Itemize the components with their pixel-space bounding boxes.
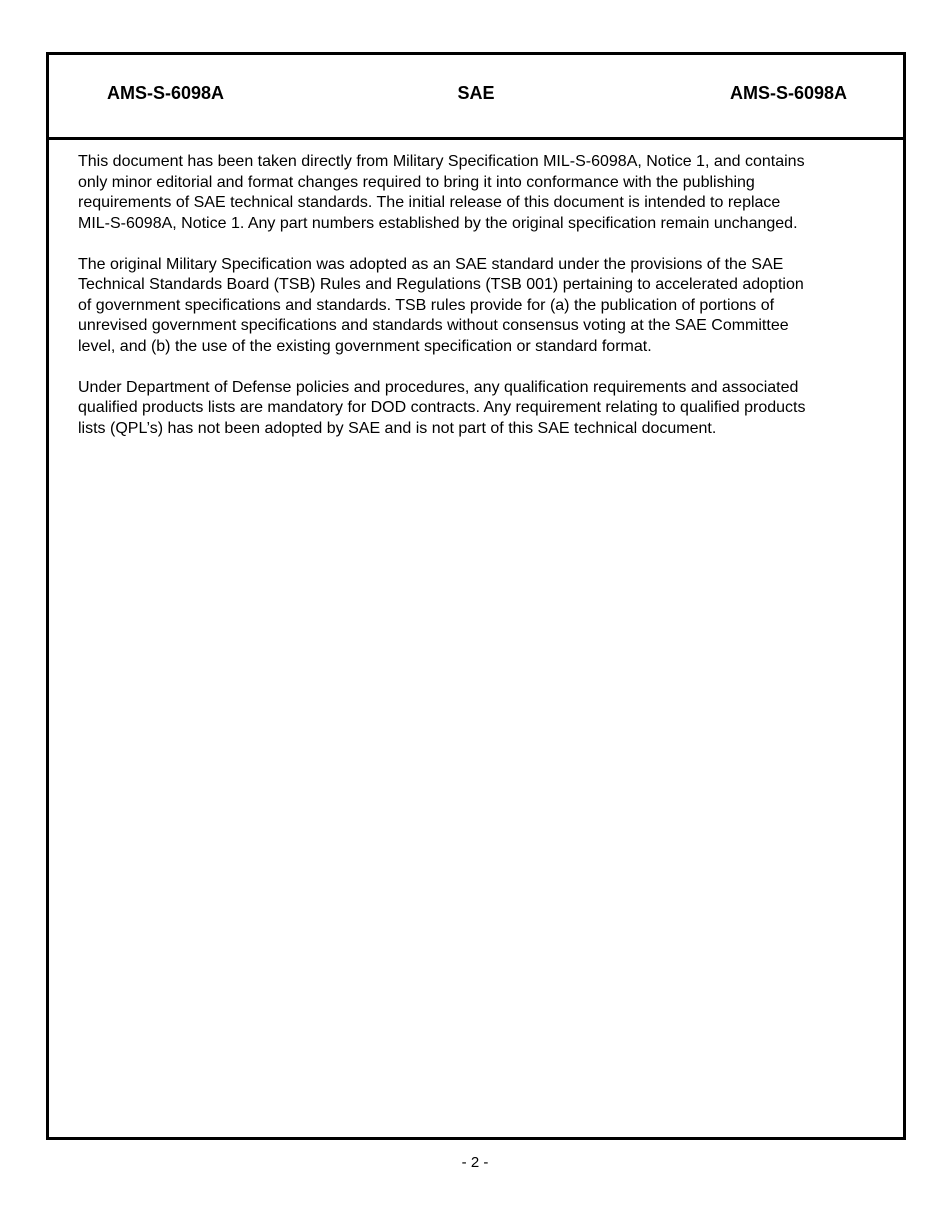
paragraph-3: Under Department of Defense policies and procedures, any qualification requirements and associated qualified products lists are mandatory for DOD contracts. Any requirement relating to qualified products lists (QPL’s) has not been adopted by SAE and is not part of this SAE technical document. xyxy=(78,378,806,437)
header-doc-number-right: AMS-S-6098A xyxy=(729,83,847,103)
paragraph-2: The original Military Specification was adopted as an SAE standard under the provisions of the SAE Technical Standards Board (TSB) Rules and Regulations (TSB 001) pertaining to accelerated adoption of government specifications and standards. TSB rules provide for (a) the publication of portions of unrevised government specifications and standards without consensus voting at the SAE Committee level, and (b) the use of the existing government specification or standard format. xyxy=(78,255,804,355)
document-header xyxy=(49,55,903,140)
page-number: - 2 - xyxy=(461,1154,489,1171)
header-publisher: SAE xyxy=(457,83,495,103)
document-body xyxy=(78,152,878,460)
header-doc-number-left: AMS-S-6098A xyxy=(107,83,225,103)
paragraph-1: This document has been taken directly from Military Specification MIL-S-6098A, Notice 1, and contains only minor editorial and format changes required to bring it into conformance with the publishing requirements of SAE technical standards. The initial release of this document is intended to replace MIL-S-6098A, Notice 1. Any part numbers established by the original specification remain unchanged. xyxy=(78,153,805,232)
page-frame xyxy=(46,52,906,1140)
